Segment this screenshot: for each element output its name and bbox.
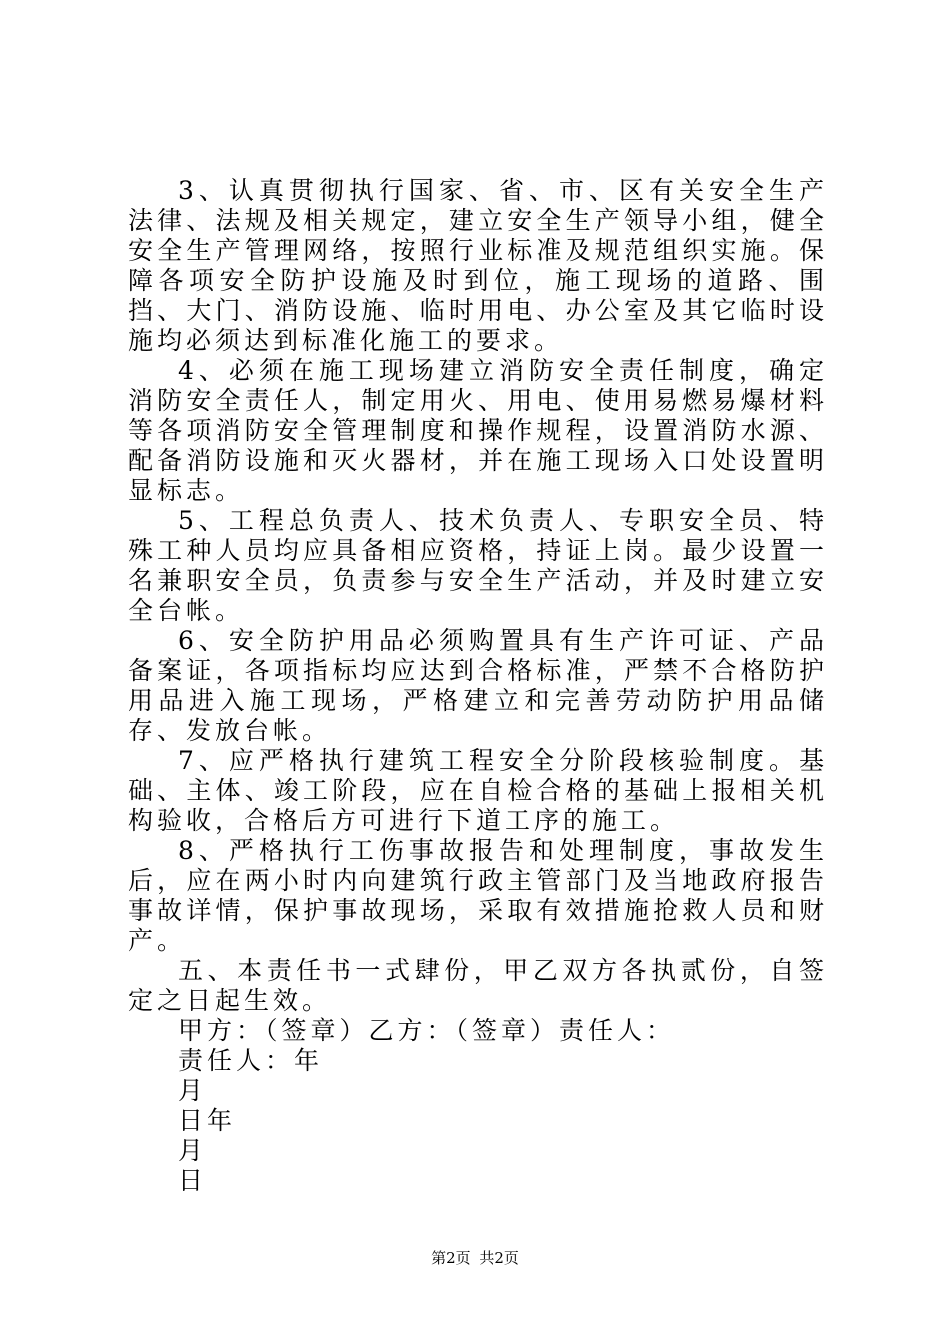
paragraph-7: 7、应严格执行建筑工程安全分阶段核验制度。基础、主体、竣工阶段，应在自检合格的基础上报相关机构验收，合格后方可进行下道工序的施工。 <box>128 746 828 835</box>
signature-parties-line: 甲方：（签章）乙方：（签章）责任人： <box>178 1016 676 1045</box>
signature-date-month: 月 <box>178 1076 208 1105</box>
page-number: 第2页 <box>431 1249 471 1267</box>
document-body <box>128 176 828 1196</box>
paragraph-validity: 五、本责任书一式肆份，甲乙双方各执贰份，自签定之日起生效。 <box>128 956 828 1015</box>
page-total: 共2页 <box>479 1249 519 1267</box>
paragraph-3: 3、认真贯彻执行国家、省、市、区有关安全生产法律、法规及相关规定，建立安全生产领导小组，健全安全生产管理网络，按照行业标准及规范组织实施。保障各项安全防护设施及时到位，施工现场的道路、围挡、大门、消防设施、临时用电、办公室及其它临时设施均必须达到标准化施工的要求。 <box>128 176 828 355</box>
signature-block <box>128 1016 828 1196</box>
signature-date-day-2: 日 <box>178 1166 208 1195</box>
paragraph-5: 5、工程总负责人、技术负责人、专职安全员、特殊工种人员均应具备相应资格，持证上岗。最少设置一名兼职安全员，负责参与安全生产活动，并及时建立安全台帐。 <box>128 506 828 625</box>
signature-date-day-year: 日年 <box>178 1106 237 1135</box>
signature-date-month-2: 月 <box>178 1136 208 1165</box>
paragraph-8: 8、严格执行工伤事故报告和处理制度，事故发生后，应在两小时内向建筑行政主管部门及当地政府报告事故详情，保护事故现场，采取有效措施抢救人员和财产。 <box>128 836 828 955</box>
signature-responsible-line: 责任人：年 <box>178 1046 324 1075</box>
paragraph-6: 6、安全防护用品必须购置具有生产许可证、产品备案证，各项指标均应达到合格标准，严禁不合格防护用品进入施工现场，严格建立和完善劳动防护用品储存、发放台帐。 <box>128 626 828 745</box>
page-footer <box>0 1248 950 1268</box>
paragraph-4: 4、必须在施工现场建立消防安全责任制度，确定消防安全责任人，制定用火、用电、使用易燃易爆材料等各项消防安全管理制度和操作规程，设置消防水源、配备消防设施和灭火器材，并在施工现场入口处设置明显标志。 <box>128 356 828 505</box>
